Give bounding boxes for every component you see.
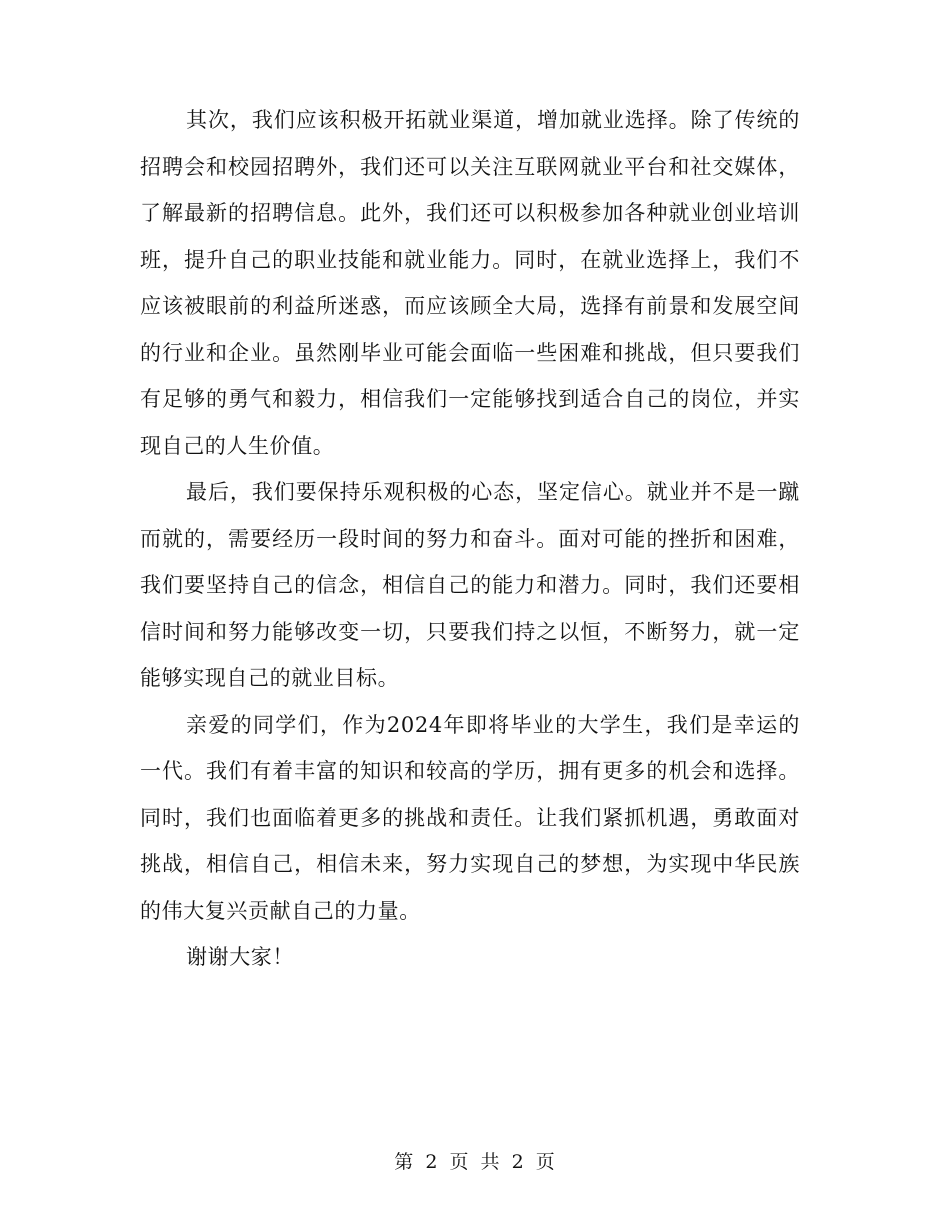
footer-prefix: 第 — [394, 1151, 415, 1173]
paragraph-2: 最后，我们要保持乐观积极的心态，坚定信心。就业并不是一蹴而就的，需要经历一段时间的努力和奋斗。面对可能的挫折和困难，我们要坚持自己的信念，相信自己的能力和潜力。同时，我们还要相信时间和努力能够改变一切，只要我们持之以恒，不断努力，就一定能够实现自己的就业目标。 — [140, 480, 800, 690]
footer-total-word: 共 — [480, 1151, 501, 1173]
footer-current-page: 2 — [425, 1151, 439, 1173]
paragraph-4: 谢谢大家！ — [186, 945, 294, 969]
footer-suffix: 页 — [535, 1151, 556, 1173]
paragraph-1: 其次，我们应该积极开拓就业渠道，增加就业选择。除了传统的招聘会和校园招聘外，我们还可以关注互联网就业平台和社交媒体，了解最新的招聘信息。此外，我们还可以积极参加各种就业创业培训班，提升自己的职业技能和就业能力。同时，在就业选择上，我们不应该被眼前的利益所迷惑，而应该顾全大局，选择有前景和发展空间的行业和企业。虽然刚毕业可能会面临一些困难和挑战，但只要我们有足够的勇气和毅力，相信我们一定能够找到适合自己的岗位，并实现自己的人生价值。 — [140, 108, 800, 458]
footer-total-pages: 2 — [511, 1151, 525, 1173]
footer-page-word: 页 — [449, 1151, 470, 1173]
document-body — [140, 97, 800, 981]
page-footer — [0, 1147, 950, 1174]
paragraph-3: 亲爱的同学们，作为2024年即将毕业的大学生，我们是幸运的一代。我们有着丰富的知识和较高的学历，拥有更多的机会和选择。同时，我们也面临着更多的挑战和责任。让我们紧抓机遇，勇敢面对挑战，相信自己，相信未来，努力实现自己的梦想，为实现中华民族的伟大复兴贡献自己的力量。 — [140, 712, 800, 923]
